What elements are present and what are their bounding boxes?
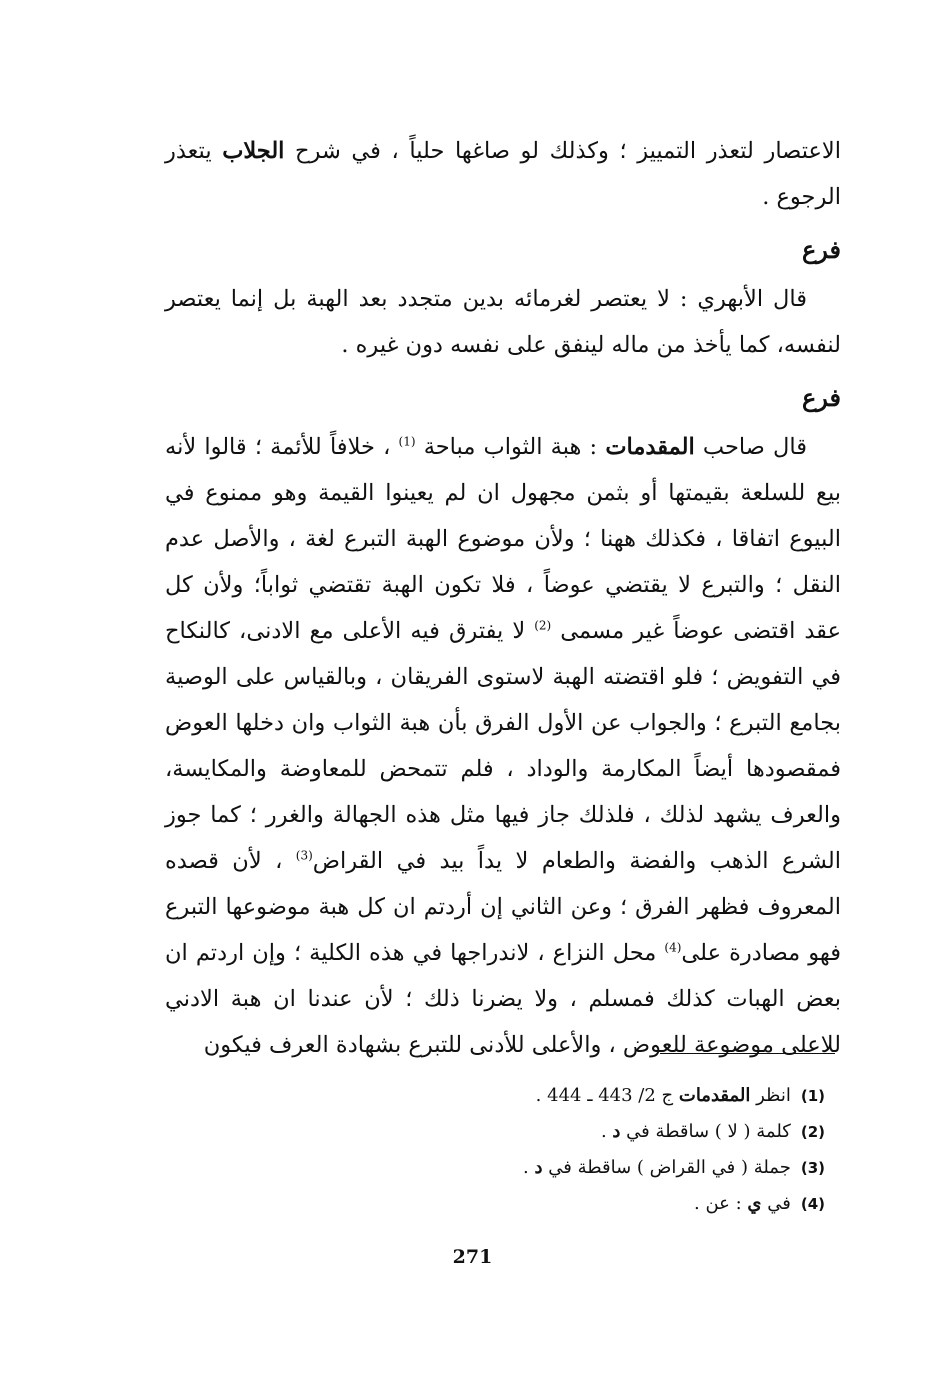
footnote-ref[interactable]: (3) (295, 848, 313, 863)
footnote-text: انظر المقدمات ج 2/ 443 ـ 444 . (535, 1085, 791, 1106)
footnotes (400, 1078, 825, 1222)
footnote-number: (3) (800, 1159, 825, 1177)
footnote-item (400, 1150, 825, 1186)
footnote-text: في ي : عن . (694, 1193, 791, 1214)
footnote-number: (1) (800, 1087, 825, 1105)
text-run: : هبة الثواب مباحة (415, 434, 606, 460)
text-run: ، خلافاً للأئمة ؛ قالوا لأنه بيع للسلعة بقيمتها أو بثمن مجهول ان لم يعينوا القيمة وهو ممنوع في البيوع اتفاقا ، فكذلك ههنا ؛ ولأن موضوع الهبة التبرع لغة ، والأصل عدم النقل ؛ والتبرع لا يقتضي عوضاً ، فلا تكون الهبة تقتضي ثواباً؛ ولأن كل عقد اقتضى عوضاً غير مسمى (165, 434, 841, 644)
footnote-separator (660, 1053, 835, 1054)
text-run: قال صاحب (694, 434, 808, 460)
paragraph-2: قال الأبهري : لا يعتصر لغرمائه بدين متجدد بعد الهبة بل إنما يعتصر لنفسه، كما يأخذ من ماله لينفق على نفسه دون غيره . (165, 286, 841, 358)
main-text (165, 128, 841, 1068)
footnote-item (400, 1186, 825, 1222)
text-run: ، لأن قصده المعروف فظهر الفرق ؛ وعن الثاني إن أردتم ان كل هبة موضوعها التبرع فهو مصادرة على (165, 848, 841, 966)
section-heading: فرع (801, 235, 841, 264)
text-run: محل النزاع ، لاندراجها في هذه الكلية ؛ وإن اردتم ان بعض الهبات كذلك فمسلم ، ولا يضرنا ذلك ؛ لأن عندنا ان هبة الادني للاعلى موضوعة للعوض ، والأعلى للأدنى للتبرع بشهادة العرف فيكون (165, 940, 841, 1058)
book-title: المقدمات (605, 434, 695, 460)
section-heading: فرع (801, 383, 841, 412)
footnote-item (400, 1114, 825, 1150)
footnote-ref[interactable]: (4) (664, 940, 682, 955)
page-number: 271 (452, 1246, 493, 1268)
footnote-text: جملة ( في القراض ) ساقطة في د . (523, 1157, 791, 1178)
text-run: يتعذر الرجوع . (165, 138, 841, 210)
text-run: الاعتصار لتعذر التمييز ؛ وكذلك لو صاغها حلياً ، في شرح (284, 138, 841, 164)
footnote-ref[interactable]: (2) (534, 618, 552, 633)
footnote-text: كلمة ( لا ) ساقطة في د . (600, 1121, 791, 1142)
footnote-number: (2) (800, 1123, 825, 1141)
footnote-item (400, 1078, 825, 1114)
paragraph-1 (165, 128, 841, 220)
paragraph-3 (165, 424, 841, 1068)
book-title: الجلاب (222, 138, 285, 164)
footnote-ref[interactable]: (1) (398, 434, 416, 449)
text-run: لا يفترق فيه الأعلى مع الادنى، كالنكاح في التفويض ؛ فلو اقتضته الهبة لاستوى الفريقان ، وبالقياس على الوصية بجامع التبرع ؛ والجواب عن الأول الفرق بأن هبة الثواب وان دخلها العوض فمقصودها أيضاً المكارمة والوداد ، فلم تتمحض للمعاوضة والمكايسة، والعرف يشهد لذلك ، فلذلك جاز فيها مثل هذه الجهالة والغرر ؛ كما جوز الشرع الذهب والفضة والطعام لا يداً بيد في القراض (165, 618, 841, 874)
footnote-number: (4) (800, 1195, 825, 1213)
